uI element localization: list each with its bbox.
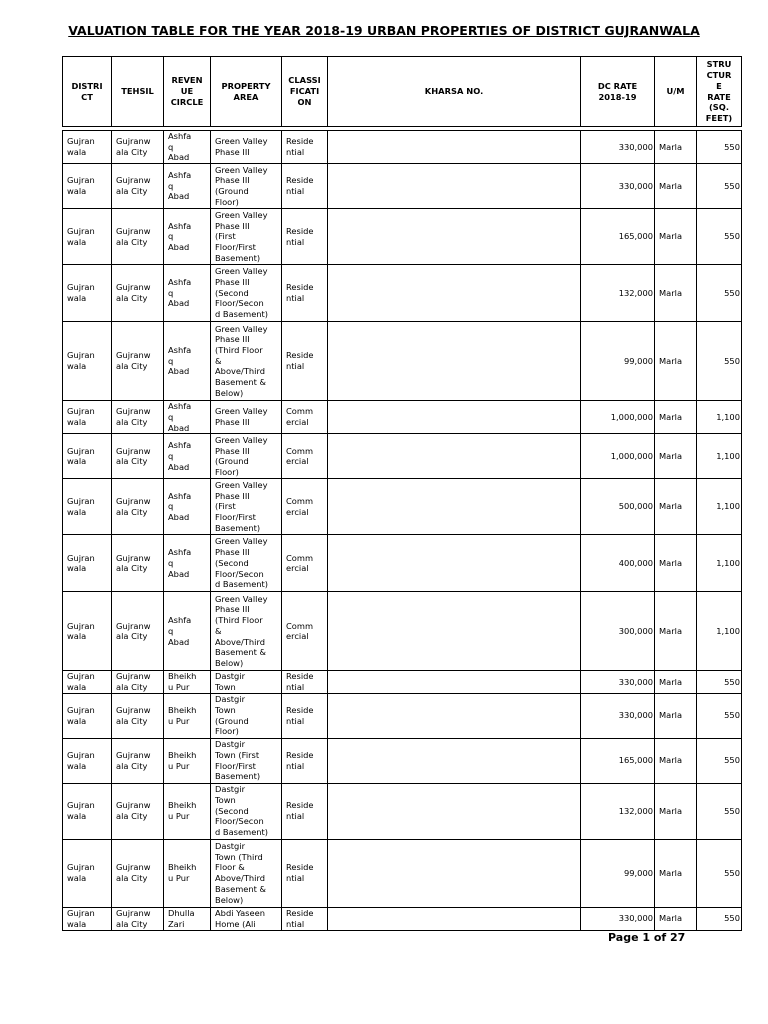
cell-classification: Reside ntial: [282, 783, 328, 839]
cell-revenue-circle: Bheikh u Pur: [164, 693, 211, 738]
cell-kharsa-no: [328, 209, 581, 265]
cell-kharsa-no: [328, 693, 581, 738]
cell-property-area: Dastgir Town: [211, 671, 282, 693]
cell-property-area: Green Valley Phase III (Third Floor & Above/Third Basement & Below): [211, 322, 282, 401]
table-header-row: [63, 57, 742, 127]
cell-kharsa-no: [328, 907, 581, 930]
cell-tehsil: Gujranw ala City: [112, 671, 164, 693]
cell-um: Marla: [655, 265, 697, 322]
table-row: [63, 783, 742, 839]
cell-kharsa-no: [328, 322, 581, 401]
valuation-table: [62, 56, 742, 931]
cell-um: Marla: [655, 209, 697, 265]
cell-structure-rate: 550: [697, 907, 742, 930]
cell-dc-rate: 99,000: [581, 839, 655, 907]
table-row: [63, 592, 742, 671]
cell-property-area: Green Valley Phase III (Ground Floor): [211, 434, 282, 479]
cell-structure-rate: 550: [697, 131, 742, 164]
table-row: [63, 164, 742, 209]
cell-tehsil: Gujranw ala City: [112, 322, 164, 401]
cell-tehsil: Gujranw ala City: [112, 839, 164, 907]
column-header-property-area: PROPERTY AREA: [211, 57, 282, 127]
cell-property-area: Green Valley Phase III: [211, 131, 282, 164]
cell-tehsil: Gujranw ala City: [112, 535, 164, 592]
cell-classification: Reside ntial: [282, 671, 328, 693]
table-row: [63, 322, 742, 401]
cell-dc-rate: 165,000: [581, 209, 655, 265]
cell-kharsa-no: [328, 479, 581, 535]
cell-district: Gujran wala: [63, 131, 112, 164]
table-body: [63, 131, 742, 931]
cell-structure-rate: 550: [697, 265, 742, 322]
cell-kharsa-no: [328, 783, 581, 839]
table-row: [63, 671, 742, 693]
cell-structure-rate: 1,100: [697, 479, 742, 535]
cell-property-area: Abdi Yaseen Home (Ali: [211, 907, 282, 930]
cell-um: Marla: [655, 479, 697, 535]
cell-structure-rate: 550: [697, 209, 742, 265]
cell-dc-rate: 330,000: [581, 164, 655, 209]
cell-um: Marla: [655, 535, 697, 592]
table-row: [63, 265, 742, 322]
cell-property-area: Dastgir Town (Third Floor & Above/Third Basement & Below): [211, 839, 282, 907]
cell-classification: Comm ercial: [282, 479, 328, 535]
cell-kharsa-no: [328, 592, 581, 671]
cell-district: Gujran wala: [63, 693, 112, 738]
cell-structure-rate: 550: [697, 322, 742, 401]
cell-district: Gujran wala: [63, 783, 112, 839]
cell-structure-rate: 1,100: [697, 401, 742, 434]
cell-property-area: Dastgir Town (Second Floor/Secon d Basement): [211, 783, 282, 839]
cell-tehsil: Gujranw ala City: [112, 738, 164, 783]
cell-dc-rate: 400,000: [581, 535, 655, 592]
cell-kharsa-no: [328, 434, 581, 479]
cell-district: Gujran wala: [63, 671, 112, 693]
cell-revenue-circle: Ashfa q Abad: [164, 164, 211, 209]
cell-dc-rate: 330,000: [581, 671, 655, 693]
cell-structure-rate: 550: [697, 164, 742, 209]
table-row: [63, 535, 742, 592]
cell-dc-rate: 1,000,000: [581, 434, 655, 479]
cell-structure-rate: 550: [697, 671, 742, 693]
cell-classification: Comm ercial: [282, 434, 328, 479]
cell-classification: Reside ntial: [282, 907, 328, 930]
cell-tehsil: Gujranw ala City: [112, 164, 164, 209]
cell-district: Gujran wala: [63, 434, 112, 479]
cell-revenue-circle: Dhulla Zari: [164, 907, 211, 930]
cell-structure-rate: 550: [697, 738, 742, 783]
cell-district: Gujran wala: [63, 738, 112, 783]
cell-kharsa-no: [328, 671, 581, 693]
table-row: [63, 401, 742, 434]
cell-tehsil: Gujranw ala City: [112, 479, 164, 535]
cell-um: Marla: [655, 164, 697, 209]
cell-district: Gujran wala: [63, 839, 112, 907]
cell-um: Marla: [655, 693, 697, 738]
cell-revenue-circle: Bheikh u Pur: [164, 839, 211, 907]
cell-revenue-circle: Ashfa q Abad: [164, 401, 211, 434]
cell-dc-rate: 330,000: [581, 693, 655, 738]
column-header-kharsa-no: KHARSA NO.: [328, 57, 581, 127]
cell-kharsa-no: [328, 401, 581, 434]
cell-um: Marla: [655, 671, 697, 693]
column-header-revenue-circle: REVEN UE CIRCLE: [164, 57, 211, 127]
table-row: [63, 693, 742, 738]
cell-tehsil: Gujranw ala City: [112, 907, 164, 930]
cell-classification: Reside ntial: [282, 131, 328, 164]
cell-tehsil: Gujranw ala City: [112, 401, 164, 434]
table-row: [63, 907, 742, 930]
column-header-um: U/M: [655, 57, 697, 127]
column-header-tehsil: TEHSIL: [112, 57, 164, 127]
cell-revenue-circle: Ashfa q Abad: [164, 209, 211, 265]
cell-um: Marla: [655, 131, 697, 164]
column-header-dc-rate: DC RATE 2018-19: [581, 57, 655, 127]
cell-district: Gujran wala: [63, 401, 112, 434]
cell-classification: Reside ntial: [282, 839, 328, 907]
cell-structure-rate: 550: [697, 839, 742, 907]
table-row: [63, 131, 742, 164]
cell-property-area: Green Valley Phase III (Second Floor/Secon d Basement): [211, 265, 282, 322]
cell-tehsil: Gujranw ala City: [112, 434, 164, 479]
cell-dc-rate: 132,000: [581, 783, 655, 839]
cell-kharsa-no: [328, 131, 581, 164]
cell-kharsa-no: [328, 265, 581, 322]
cell-kharsa-no: [328, 535, 581, 592]
cell-tehsil: Gujranw ala City: [112, 693, 164, 738]
table-row: [63, 839, 742, 907]
cell-revenue-circle: Bheikh u Pur: [164, 738, 211, 783]
cell-classification: Reside ntial: [282, 322, 328, 401]
cell-revenue-circle: Ashfa q Abad: [164, 535, 211, 592]
cell-structure-rate: 1,100: [697, 434, 742, 479]
document-title: VALUATION TABLE FOR THE YEAR 2018-19 URBAN PROPERTIES OF DISTRICT GUJRANWALA: [68, 23, 700, 38]
cell-kharsa-no: [328, 839, 581, 907]
cell-tehsil: Gujranw ala City: [112, 783, 164, 839]
cell-property-area: Green Valley Phase III (Second Floor/Secon d Basement): [211, 535, 282, 592]
cell-property-area: Green Valley Phase III: [211, 401, 282, 434]
cell-dc-rate: 132,000: [581, 265, 655, 322]
cell-revenue-circle: Ashfa q Abad: [164, 592, 211, 671]
cell-property-area: Green Valley Phase III (Ground Floor): [211, 164, 282, 209]
table-row: [63, 209, 742, 265]
cell-dc-rate: 330,000: [581, 131, 655, 164]
cell-revenue-circle: Ashfa q Abad: [164, 265, 211, 322]
column-header-classification: CLASSI FICATI ON: [282, 57, 328, 127]
cell-revenue-circle: Ashfa q Abad: [164, 479, 211, 535]
cell-tehsil: Gujranw ala City: [112, 209, 164, 265]
cell-dc-rate: 300,000: [581, 592, 655, 671]
cell-classification: Comm ercial: [282, 535, 328, 592]
column-header-district: DISTRI CT: [63, 57, 112, 127]
cell-kharsa-no: [328, 738, 581, 783]
cell-kharsa-no: [328, 164, 581, 209]
cell-dc-rate: 165,000: [581, 738, 655, 783]
cell-revenue-circle: Bheikh u Pur: [164, 671, 211, 693]
cell-property-area: Green Valley Phase III (First Floor/First Basement): [211, 209, 282, 265]
cell-um: Marla: [655, 738, 697, 783]
cell-district: Gujran wala: [63, 535, 112, 592]
cell-structure-rate: 1,100: [697, 535, 742, 592]
cell-classification: Comm ercial: [282, 401, 328, 434]
cell-property-area: Dastgir Town (First Floor/First Basement): [211, 738, 282, 783]
cell-classification: Reside ntial: [282, 265, 328, 322]
cell-district: Gujran wala: [63, 209, 112, 265]
cell-revenue-circle: Bheikh u Pur: [164, 783, 211, 839]
cell-structure-rate: 1,100: [697, 592, 742, 671]
cell-um: Marla: [655, 401, 697, 434]
cell-structure-rate: 550: [697, 783, 742, 839]
page-number: Page 1 of 27: [608, 931, 686, 944]
cell-classification: Reside ntial: [282, 209, 328, 265]
cell-classification: Reside ntial: [282, 738, 328, 783]
cell-district: Gujran wala: [63, 479, 112, 535]
cell-dc-rate: 330,000: [581, 907, 655, 930]
cell-um: Marla: [655, 907, 697, 930]
cell-tehsil: Gujranw ala City: [112, 265, 164, 322]
cell-dc-rate: 1,000,000: [581, 401, 655, 434]
cell-um: Marla: [655, 783, 697, 839]
cell-structure-rate: 550: [697, 693, 742, 738]
cell-dc-rate: 99,000: [581, 322, 655, 401]
cell-district: Gujran wala: [63, 322, 112, 401]
cell-revenue-circle: Ashfa q Abad: [164, 434, 211, 479]
cell-dc-rate: 500,000: [581, 479, 655, 535]
column-header-structure-rate: STRU CTUR E RATE (SQ. FEET): [697, 57, 742, 127]
cell-district: Gujran wala: [63, 164, 112, 209]
cell-um: Marla: [655, 592, 697, 671]
cell-um: Marla: [655, 434, 697, 479]
cell-revenue-circle: Ashfa q Abad: [164, 131, 211, 164]
cell-um: Marla: [655, 839, 697, 907]
cell-classification: Reside ntial: [282, 693, 328, 738]
cell-district: Gujran wala: [63, 265, 112, 322]
cell-district: Gujran wala: [63, 907, 112, 930]
cell-revenue-circle: Ashfa q Abad: [164, 322, 211, 401]
cell-district: Gujran wala: [63, 592, 112, 671]
cell-property-area: Dastgir Town (Ground Floor): [211, 693, 282, 738]
cell-property-area: Green Valley Phase III (Third Floor & Above/Third Basement & Below): [211, 592, 282, 671]
table-row: [63, 738, 742, 783]
table-row: [63, 434, 742, 479]
cell-tehsil: Gujranw ala City: [112, 592, 164, 671]
cell-classification: Comm ercial: [282, 592, 328, 671]
cell-classification: Reside ntial: [282, 164, 328, 209]
cell-um: Marla: [655, 322, 697, 401]
table-row: [63, 479, 742, 535]
cell-property-area: Green Valley Phase III (First Floor/First Basement): [211, 479, 282, 535]
cell-tehsil: Gujranw ala City: [112, 131, 164, 164]
